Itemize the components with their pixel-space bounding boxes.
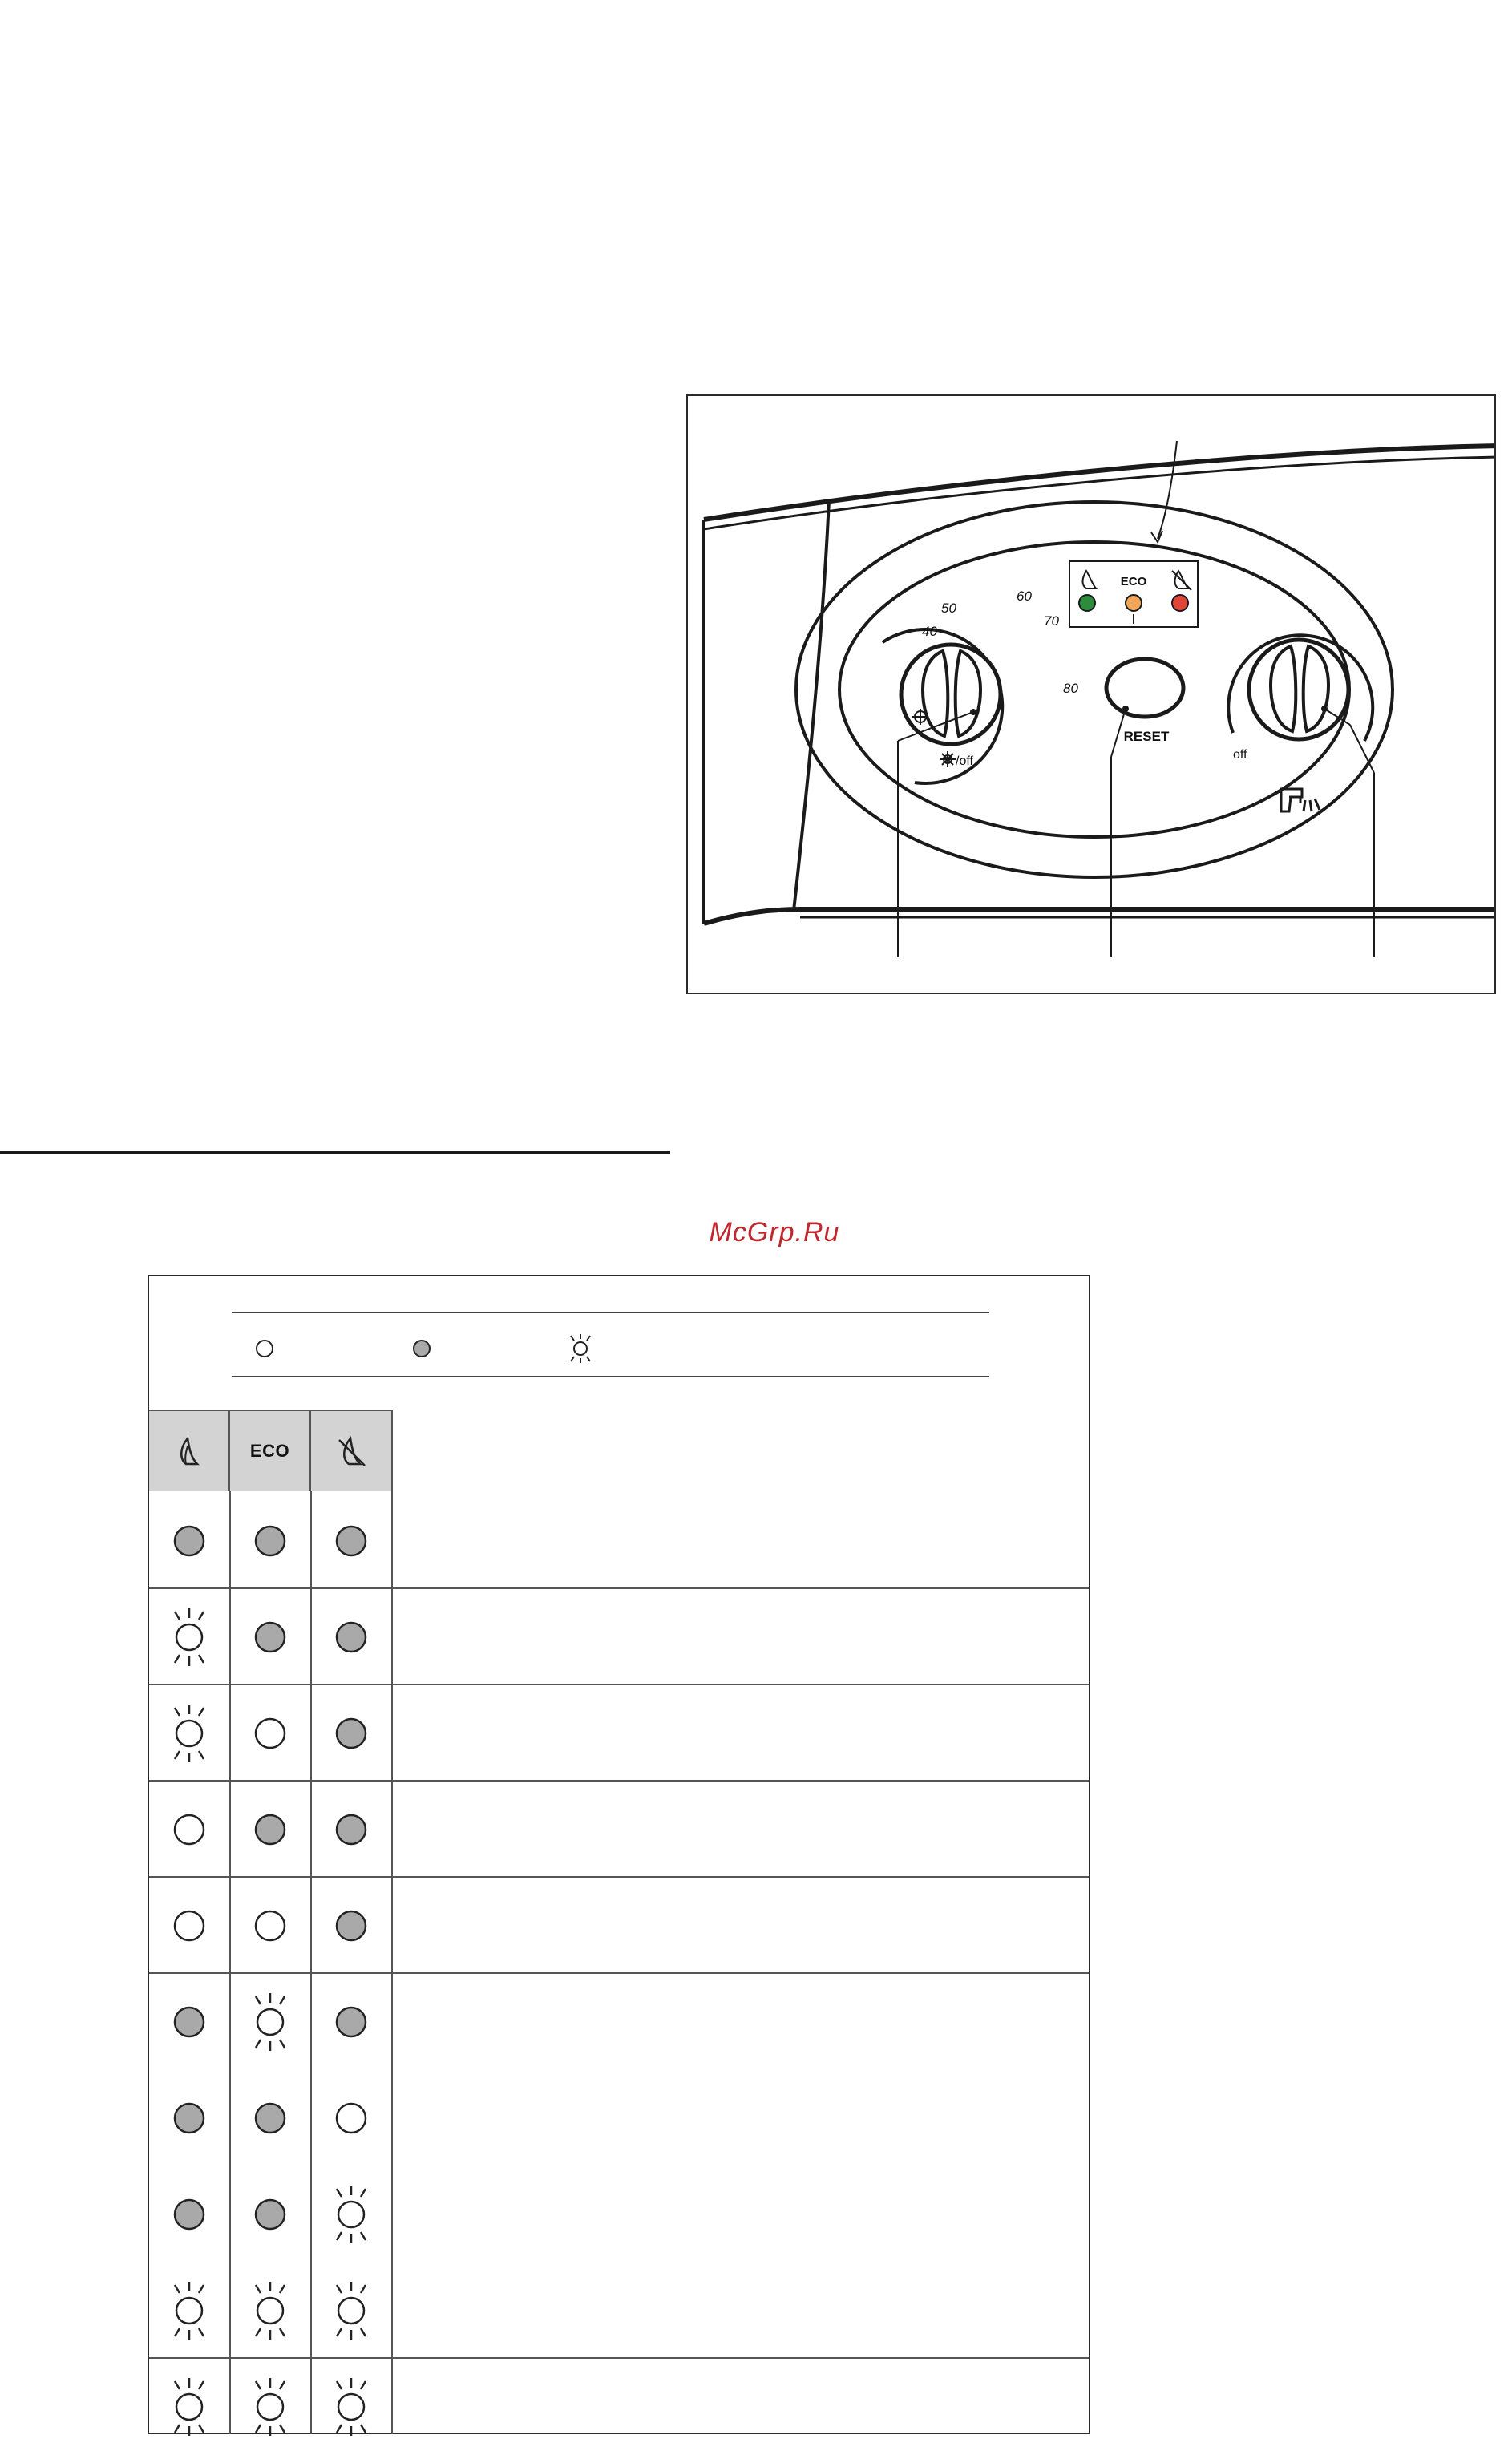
header-eco xyxy=(230,1411,311,1491)
control-panel-drawing xyxy=(688,396,1496,994)
eco-led-on-icon xyxy=(230,2070,311,2166)
fault-led-blinking-icon xyxy=(311,2263,392,2359)
table-row xyxy=(149,2070,1089,2166)
flame-led-blinking-icon xyxy=(149,2359,230,2455)
fault-led xyxy=(1172,595,1188,611)
eco-header-label: ECO xyxy=(249,1441,290,1461)
eco-label: ECO xyxy=(1120,575,1147,588)
flame-led-blinking-icon xyxy=(149,1685,230,1782)
dhw-off-label: off xyxy=(1233,748,1247,762)
table-row xyxy=(149,2263,1089,2359)
sun-icon xyxy=(940,751,956,767)
eco-led-blinking-icon xyxy=(230,2359,311,2455)
legend-rule xyxy=(232,1312,989,1313)
table-row xyxy=(149,2166,1089,2263)
watermark: McGrp.Ru xyxy=(709,1217,840,1248)
flame-led-blinking-icon xyxy=(149,1589,230,1685)
heating-knob[interactable] xyxy=(865,608,1024,791)
table-row xyxy=(149,1782,1089,1878)
eco-led-on-icon xyxy=(230,1589,311,1685)
fault-led-on-icon xyxy=(311,1589,392,1685)
header-flame xyxy=(149,1411,230,1491)
header-fault xyxy=(311,1411,392,1491)
control-panel-figure xyxy=(686,394,1496,994)
eco-led xyxy=(1126,595,1142,611)
flame-led-on-icon xyxy=(149,1974,230,2070)
reset-label: RESET xyxy=(1123,729,1170,744)
table-row xyxy=(149,1493,1089,1589)
heating-scale-40: 40 xyxy=(922,624,937,639)
eco-led-off-icon xyxy=(230,1685,311,1782)
fault-led-blinking-icon xyxy=(311,2166,392,2263)
table-row xyxy=(149,1685,1089,1782)
eco-led-off-icon xyxy=(230,1878,311,1974)
flame-icon xyxy=(173,1434,205,1469)
flame-led-on-icon xyxy=(149,2070,230,2166)
fault-led-on-icon xyxy=(311,1878,392,1974)
table-row xyxy=(149,1589,1089,1685)
fault-led-on-icon xyxy=(311,1493,392,1589)
table-header xyxy=(149,1410,393,1491)
legend-on-icon xyxy=(406,1333,438,1365)
table-row xyxy=(149,1974,1089,2070)
eco-led-on-icon xyxy=(230,2166,311,2263)
table-row xyxy=(149,2359,1089,2455)
led-status-table xyxy=(148,1275,1090,2434)
flame-led-off-icon xyxy=(149,1878,230,1974)
eco-led-on-icon xyxy=(230,1493,311,1589)
flame-led-on-icon xyxy=(149,2166,230,2263)
flame-led xyxy=(1079,595,1095,611)
legend-blinking-icon xyxy=(564,1333,596,1365)
fault-led-off-icon xyxy=(311,2070,392,2166)
heating-scale-70: 70 xyxy=(1044,613,1059,629)
fault-led-blinking-icon xyxy=(311,2359,392,2455)
fault-led-on-icon xyxy=(311,1782,392,1878)
table-row xyxy=(149,1878,1089,1974)
flame-led-blinking-icon xyxy=(149,2263,230,2359)
fault-led-on-icon xyxy=(311,1685,392,1782)
tap-icon xyxy=(1281,789,1320,811)
section-divider xyxy=(0,1151,670,1154)
heating-scale-60: 60 xyxy=(1017,588,1032,604)
eco-led-blinking-icon xyxy=(230,1974,311,2070)
flame-led-off-icon xyxy=(149,1782,230,1878)
flame-led-on-icon xyxy=(149,1493,230,1589)
fault-led-on-icon xyxy=(311,1974,392,2070)
eco-led-blinking-icon xyxy=(230,2263,311,2359)
heating-scale-50: 50 xyxy=(941,601,956,616)
heating-scale-80: 80 xyxy=(1063,681,1078,696)
flame-crossed-icon xyxy=(334,1434,370,1469)
led-strip xyxy=(1069,561,1198,627)
legend-off-icon xyxy=(249,1333,281,1365)
heating-off-label: /off xyxy=(956,754,973,768)
eco-led-on-icon xyxy=(230,1782,311,1878)
legend-rule xyxy=(232,1376,989,1377)
